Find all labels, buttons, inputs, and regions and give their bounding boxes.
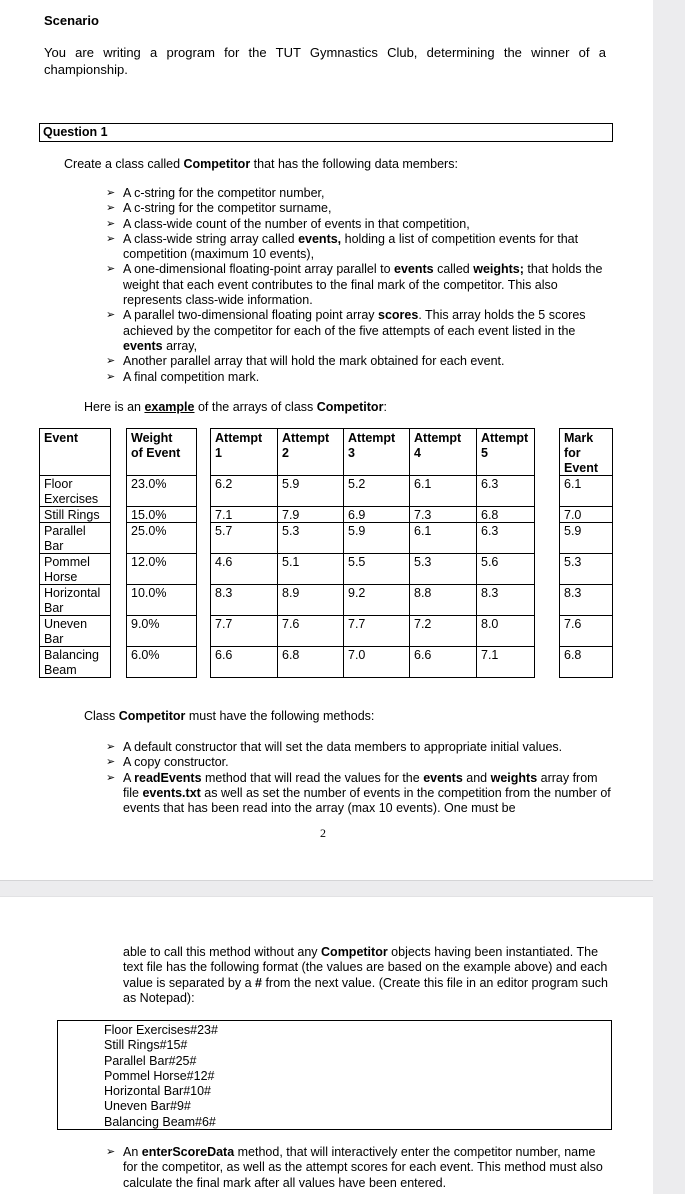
scenario-text: You are writing a program for the TUT Gymnastics Club, determining the winner of a championship. [44, 45, 606, 77]
table-cell [344, 524, 409, 539]
header-line: 1 [215, 446, 222, 460]
header-divider [560, 475, 612, 476]
table-cell [410, 508, 476, 523]
header-line: Attempt [481, 431, 529, 445]
cell-line: 7.7 [348, 617, 366, 631]
list-item: ➢ A final competition mark. [106, 370, 611, 385]
row-divider [560, 506, 612, 507]
row-divider [560, 615, 612, 616]
row-divider [344, 646, 409, 647]
header-divider [211, 475, 277, 476]
methods-list-continued [106, 1145, 611, 1191]
file-line: Parallel Bar#25# [104, 1053, 197, 1068]
row-divider [127, 615, 196, 616]
cell-line: 5.3 [414, 555, 432, 569]
cell-line: 9.2 [348, 586, 366, 600]
table-cell [278, 555, 343, 570]
table-cell [477, 477, 534, 492]
cell-line: 7.7 [215, 617, 233, 631]
cell-line: Horse [44, 570, 78, 584]
file-line: Pommel Horse#12# [104, 1068, 215, 1083]
list-item: ➢ An enterScoreData method, that will interactively enter the competitor number, name for the competitor, as well as the attempt scores for each event. This method must also calculate the final mark after all values have been entered. [106, 1145, 611, 1191]
table-header [40, 431, 110, 446]
cell-line: Floor [44, 477, 73, 491]
table-header [477, 431, 534, 461]
row-divider [477, 506, 534, 507]
table-cell [477, 508, 534, 523]
table-cell [278, 524, 343, 539]
cell-line: 5.7 [215, 524, 233, 538]
row-divider [477, 553, 534, 554]
table-header [211, 431, 277, 461]
cell-line: 12.0% [131, 555, 167, 569]
weight-column [126, 428, 197, 678]
cell-line: 5.3 [564, 555, 582, 569]
table-cell [211, 617, 277, 632]
header-divider [40, 475, 110, 476]
header-line: Mark [564, 431, 594, 445]
table-cell [127, 508, 196, 523]
table-cell [410, 524, 476, 539]
header-divider [127, 475, 196, 476]
file-line: Balancing Beam#6# [104, 1114, 216, 1129]
cell-line: Exercises [44, 492, 99, 506]
cell-line: 7.2 [414, 617, 432, 631]
table-cell [40, 586, 110, 616]
row-divider [410, 584, 476, 585]
list-item: ➢ A c-string for the competitor number, [106, 186, 611, 201]
file-line: Horizontal Bar#10# [104, 1084, 212, 1099]
row-divider [344, 615, 409, 616]
table-cell [560, 508, 612, 523]
cell-line: 6.3 [481, 524, 499, 538]
row-divider [211, 584, 277, 585]
table-header [410, 431, 476, 461]
row-divider [211, 553, 277, 554]
row-divider [410, 553, 476, 554]
list-item: ➢ A class-wide count of the number of events in that competition, [106, 217, 611, 232]
cell-line: 6.8 [481, 508, 499, 522]
table-cell [211, 508, 277, 523]
row-divider [344, 553, 409, 554]
cell-line: 5.9 [348, 524, 366, 538]
header-line: Weight [131, 431, 173, 445]
table-cell [477, 648, 534, 663]
row-divider [211, 506, 277, 507]
page-number: 2 [320, 826, 326, 840]
table-cell [344, 508, 409, 523]
table-cell [410, 617, 476, 632]
question-heading: Question 1 [39, 123, 613, 142]
cell-line: 6.3 [481, 477, 499, 491]
list-item: ➢ A copy constructor. [106, 755, 611, 770]
table-cell [560, 648, 612, 663]
cell-line: Bar [44, 601, 64, 615]
row-divider [127, 584, 196, 585]
table-cell [344, 648, 409, 663]
row-divider [127, 646, 196, 647]
header-line: Event [44, 431, 79, 445]
viewer-scrollbar-area [653, 0, 685, 1194]
table-header [278, 431, 343, 461]
cell-line: Parallel [44, 524, 86, 538]
example-caption: Here is an example of the arrays of class Competitor: [84, 400, 387, 414]
table-cell [40, 508, 110, 523]
continuation-text: able to call this method without any Competitor objects having been instantiated. The text file has the following format (the values are based on the example above) and each value is separated by a # from the next value. (Create this file in an editor program such as Notepad): [123, 945, 608, 1005]
row-divider [344, 506, 409, 507]
mark-column [559, 428, 613, 678]
attempt-1-column [210, 428, 278, 678]
table-cell [344, 477, 409, 492]
list-item: ➢ A readEvents method that will read the values for the events and weights array from file events.txt as well as set the number of events in the competition from the number of events that has been read into the array (max 10 events). One must be [106, 771, 611, 817]
table-cell [40, 477, 110, 507]
cell-line: 5.9 [564, 524, 582, 538]
cell-line: 5.2 [348, 477, 366, 491]
header-line: 5 [481, 446, 488, 460]
header-divider [410, 475, 476, 476]
cell-line: Horizontal [44, 586, 101, 600]
table-cell [211, 648, 277, 663]
cell-line: 6.8 [282, 648, 300, 662]
row-divider [344, 584, 409, 585]
table-cell [278, 586, 343, 601]
cell-line: 8.3 [481, 586, 499, 600]
cell-line: Still Rings [44, 508, 100, 522]
cell-line: 7.0 [564, 508, 582, 522]
cell-line: 5.6 [481, 555, 499, 569]
cell-line: Balancing [44, 648, 99, 662]
table-cell [477, 524, 534, 539]
row-divider [560, 584, 612, 585]
table-cell [278, 477, 343, 492]
table-cell [127, 648, 196, 663]
row-divider [211, 646, 277, 647]
header-line: Attempt [348, 431, 396, 445]
cell-line: 8.3 [564, 586, 582, 600]
table-cell [40, 617, 110, 647]
row-divider [477, 646, 534, 647]
table-cell [278, 508, 343, 523]
table-cell [477, 586, 534, 601]
cell-line: 7.6 [282, 617, 300, 631]
row-divider [278, 553, 343, 554]
file-line: Still Rings#15# [104, 1038, 188, 1053]
table-cell [40, 648, 110, 678]
cell-line: 9.0% [131, 617, 160, 631]
table-header [560, 431, 612, 476]
cell-line: 7.9 [282, 508, 300, 522]
row-divider [278, 506, 343, 507]
row-divider [410, 506, 476, 507]
cell-line: 6.1 [414, 524, 432, 538]
page-gap [0, 880, 653, 897]
table-cell [410, 648, 476, 663]
cell-line: 5.5 [348, 555, 366, 569]
cell-line: 7.6 [564, 617, 582, 631]
row-divider [477, 584, 534, 585]
list-item: ➢ A parallel two-dimensional floating point array scores. This array holds the 5 scores achieved by the competitor for each of the five attempts of each event listed in the events array, [106, 308, 611, 354]
table-cell [410, 586, 476, 601]
cell-line: 5.9 [282, 477, 300, 491]
table-cell [278, 617, 343, 632]
row-divider [560, 646, 612, 647]
scenario-heading: Scenario [44, 13, 99, 28]
cell-line: Beam [44, 663, 77, 677]
cell-line: 8.8 [414, 586, 432, 600]
table-cell [211, 524, 277, 539]
table-cell [127, 586, 196, 601]
cell-line: 6.1 [564, 477, 582, 491]
header-line: of Event [131, 446, 181, 460]
table-cell [211, 477, 277, 492]
list-item: ➢ A default constructor that will set the data members to appropriate initial values. [106, 740, 611, 755]
cell-line: 7.1 [215, 508, 233, 522]
cell-line: 5.1 [282, 555, 300, 569]
row-divider [278, 646, 343, 647]
cell-line: 6.9 [348, 508, 366, 522]
cell-line: 6.0% [131, 648, 160, 662]
table-cell [560, 586, 612, 601]
list-item: ➢ Another parallel array that will hold the mark obtained for each event. [106, 354, 611, 369]
cell-line: 25.0% [131, 524, 167, 538]
cell-line: 8.9 [282, 586, 300, 600]
table-cell [410, 555, 476, 570]
list-item: ➢ A one-dimensional floating-point array parallel to events called weights; that holds the weight that each event contributes to the final mark of the competitor. This also represents class-wide information. [106, 262, 611, 308]
cell-line: 6.2 [215, 477, 233, 491]
cell-line: 7.1 [481, 648, 499, 662]
cell-line: 4.6 [215, 555, 233, 569]
table-cell [560, 524, 612, 539]
table-cell [40, 524, 110, 554]
header-line: Attempt [215, 431, 263, 445]
attempt-2-column [277, 428, 344, 678]
header-divider [278, 475, 343, 476]
table-cell [127, 477, 196, 492]
cell-line: 7.3 [414, 508, 432, 522]
attempt-5-column [476, 428, 535, 678]
event-column [39, 428, 111, 678]
row-divider [127, 553, 196, 554]
header-line: Attempt [414, 431, 462, 445]
cell-line: Pommel [44, 555, 90, 569]
table-header [127, 431, 196, 461]
row-divider [278, 615, 343, 616]
header-line: for [564, 446, 581, 460]
table-cell [211, 586, 277, 601]
table-cell [278, 648, 343, 663]
data-members-list [106, 186, 611, 385]
row-divider [560, 553, 612, 554]
methods-list [106, 740, 611, 816]
table-cell [477, 617, 534, 632]
header-line: Event [564, 461, 599, 475]
cell-line: 6.6 [414, 648, 432, 662]
cell-line: 23.0% [131, 477, 167, 491]
table-header [344, 431, 409, 461]
cell-line: 7.0 [348, 648, 366, 662]
cell-line: 6.1 [414, 477, 432, 491]
header-line: 4 [414, 446, 421, 460]
header-line: 2 [282, 446, 289, 460]
cell-line: Bar [44, 632, 64, 646]
cell-line: 6.6 [215, 648, 233, 662]
cell-line: 8.3 [215, 586, 233, 600]
row-divider [477, 615, 534, 616]
header-line: Attempt [282, 431, 330, 445]
file-format-box [57, 1020, 612, 1130]
table-cell [560, 617, 612, 632]
methods-heading: Class Competitor must have the following methods: [84, 709, 375, 723]
list-item: ➢ A class-wide string array called events, holding a list of competition events for that competition (maximum 10 events), [106, 232, 611, 263]
table-cell [560, 555, 612, 570]
table-cell [127, 524, 196, 539]
table-cell [40, 555, 110, 585]
attempt-3-column [343, 428, 410, 678]
table-cell [344, 555, 409, 570]
table-cell [127, 555, 196, 570]
row-divider [211, 615, 277, 616]
row-divider [127, 506, 196, 507]
header-divider [344, 475, 409, 476]
file-line: Uneven Bar#9# [104, 1099, 191, 1114]
cell-line: 10.0% [131, 586, 167, 600]
row-divider [410, 615, 476, 616]
cell-line: Bar [44, 539, 64, 553]
cell-line: Uneven [44, 617, 88, 631]
table-cell [410, 477, 476, 492]
header-divider [477, 475, 534, 476]
row-divider [278, 584, 343, 585]
table-cell [560, 477, 612, 492]
table-cell [211, 555, 277, 570]
row-divider [410, 646, 476, 647]
attempt-4-column [409, 428, 477, 678]
cell-line: 15.0% [131, 508, 167, 522]
table-cell [477, 555, 534, 570]
header-line: 3 [348, 446, 355, 460]
cell-line: 5.3 [282, 524, 300, 538]
file-line: Floor Exercises#23# [104, 1023, 218, 1037]
list-item: ➢ A c-string for the competitor surname, [106, 201, 611, 216]
table-cell [344, 617, 409, 632]
cell-line: 6.8 [564, 648, 582, 662]
table-cell [344, 586, 409, 601]
table-cell [127, 617, 196, 632]
cell-line: 8.0 [481, 617, 499, 631]
question-intro: Create a class called Competitor that has the following data members: [64, 157, 458, 171]
